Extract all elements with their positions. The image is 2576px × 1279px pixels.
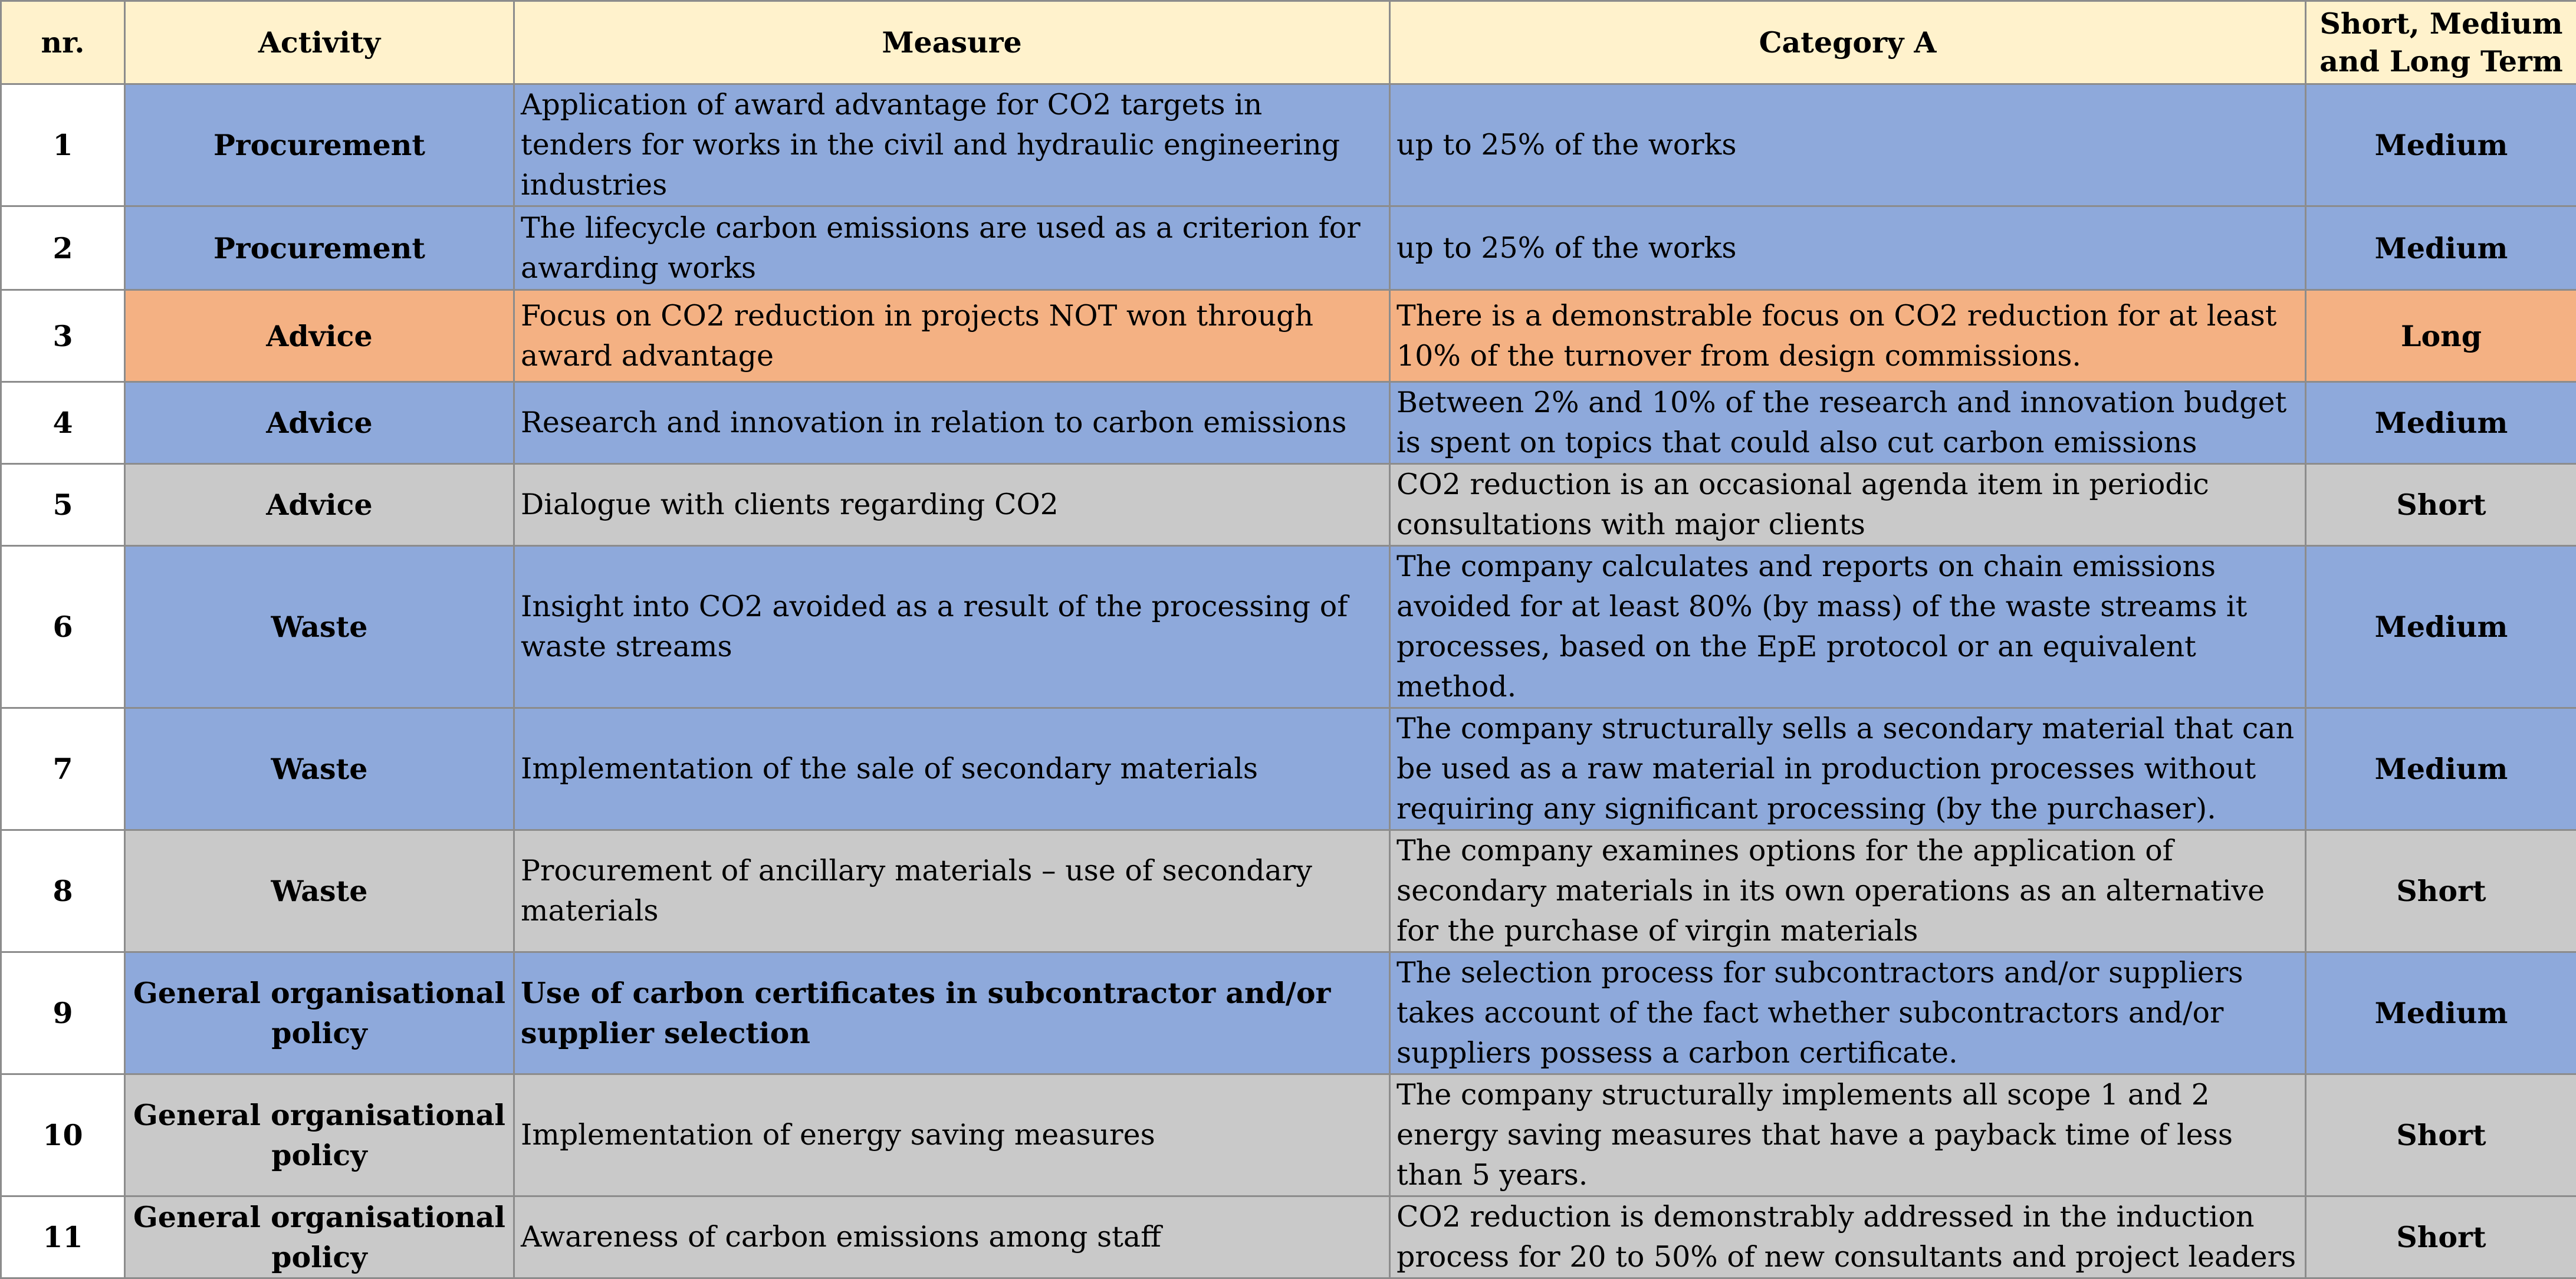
row-nr: 1 <box>1 84 125 206</box>
row-measure: Dialogue with clients regarding CO2 <box>514 464 1390 546</box>
row-category: The company examines options for the application of secondary materials in its own operations as an alternative for the purchase of virgin materials <box>1390 830 2306 952</box>
header-nr: nr. <box>1 1 125 84</box>
row-measure: Insight into CO2 avoided as a result of the processing of waste streams <box>514 546 1390 708</box>
row-nr: 6 <box>1 546 125 708</box>
row-activity: Waste <box>125 830 514 952</box>
header-activity: Activity <box>125 1 514 84</box>
row-category: There is a demonstrable focus on CO2 reduction for at least 10% of the turnover from design commissions. <box>1390 290 2306 382</box>
row-measure: Focus on CO2 reduction in projects NOT won through award advantage <box>514 290 1390 382</box>
row-nr: 11 <box>1 1196 125 1278</box>
row-activity: General organisational policy <box>125 1074 514 1196</box>
row-measure: Procurement of ancillary materials – use of secondary materials <box>514 830 1390 952</box>
table-row <box>1 290 2576 382</box>
row-activity: Waste <box>125 546 514 708</box>
table-row <box>1 830 2576 952</box>
table-row <box>1 464 2576 546</box>
row-term: Medium <box>2306 382 2576 464</box>
row-category: Between 2% and 10% of the research and innovation budget is spent on topics that could also cut carbon emissions <box>1390 382 2306 464</box>
row-activity: General organisational policy <box>125 952 514 1074</box>
row-term: Medium <box>2306 546 2576 708</box>
table-row <box>1 1196 2576 1278</box>
row-activity: Advice <box>125 382 514 464</box>
row-measure: The lifecycle carbon emissions are used as a criterion for awarding works <box>514 206 1390 290</box>
header-category: Category A <box>1390 1 2306 84</box>
row-measure: Use of carbon certificates in subcontractor and/or supplier selection <box>514 952 1390 1074</box>
row-activity: Procurement <box>125 84 514 206</box>
header-measure: Measure <box>514 1 1390 84</box>
table-row <box>1 1074 2576 1196</box>
row-category: The selection process for subcontractors and/or suppliers takes account of the fact whether subcontractors and/or suppliers possess a carbon certificate. <box>1390 952 2306 1074</box>
row-category: The company structurally implements all scope 1 and 2 energy saving measures that have a payback time of less than 5 years. <box>1390 1074 2306 1196</box>
header-row <box>1 1 2576 84</box>
row-category: up to 25% of the works <box>1390 206 2306 290</box>
row-nr: 2 <box>1 206 125 290</box>
table-row <box>1 84 2576 206</box>
row-term: Short <box>2306 1074 2576 1196</box>
table-row <box>1 382 2576 464</box>
table-row <box>1 952 2576 1074</box>
row-activity: Procurement <box>125 206 514 290</box>
row-term: Medium <box>2306 84 2576 206</box>
header-term: Short, Medium and Long Term <box>2306 1 2576 84</box>
row-activity: Advice <box>125 290 514 382</box>
row-nr: 10 <box>1 1074 125 1196</box>
row-measure: Awareness of carbon emissions among staff <box>514 1196 1390 1278</box>
row-nr: 5 <box>1 464 125 546</box>
row-measure: Application of award advantage for CO2 targets in tenders for works in the civil and hydraulic engineering industries <box>514 84 1390 206</box>
row-term: Short <box>2306 830 2576 952</box>
row-nr: 7 <box>1 708 125 830</box>
row-term: Medium <box>2306 952 2576 1074</box>
row-category: CO2 reduction is an occasional agenda item in periodic consultations with major clients <box>1390 464 2306 546</box>
row-term: Medium <box>2306 708 2576 830</box>
row-nr: 9 <box>1 952 125 1074</box>
row-nr: 3 <box>1 290 125 382</box>
row-term: Short <box>2306 464 2576 546</box>
row-nr: 4 <box>1 382 125 464</box>
row-activity: General organisational policy <box>125 1196 514 1278</box>
table-row <box>1 546 2576 708</box>
row-category: CO2 reduction is demonstrably addressed in the induction process for 20 to 50% of new consultants and project leaders <box>1390 1196 2306 1278</box>
row-category: up to 25% of the works <box>1390 84 2306 206</box>
row-category: The company structurally sells a secondary material that can be used as a raw material in production processes without requiring any significant processing (by the purchaser). <box>1390 708 2306 830</box>
row-nr: 8 <box>1 830 125 952</box>
row-term: Medium <box>2306 206 2576 290</box>
row-measure: Implementation of the sale of secondary materials <box>514 708 1390 830</box>
row-measure: Implementation of energy saving measures <box>514 1074 1390 1196</box>
table-row <box>1 708 2576 830</box>
row-category: The company calculates and reports on chain emissions avoided for at least 80% (by mass) of the waste streams it processes, based on the EpE protocol or an equivalent method. <box>1390 546 2306 708</box>
row-term: Long <box>2306 290 2576 382</box>
row-term: Short <box>2306 1196 2576 1278</box>
row-activity: Waste <box>125 708 514 830</box>
row-activity: Advice <box>125 464 514 546</box>
table-row <box>1 206 2576 290</box>
row-measure: Research and innovation in relation to carbon emissions <box>514 382 1390 464</box>
